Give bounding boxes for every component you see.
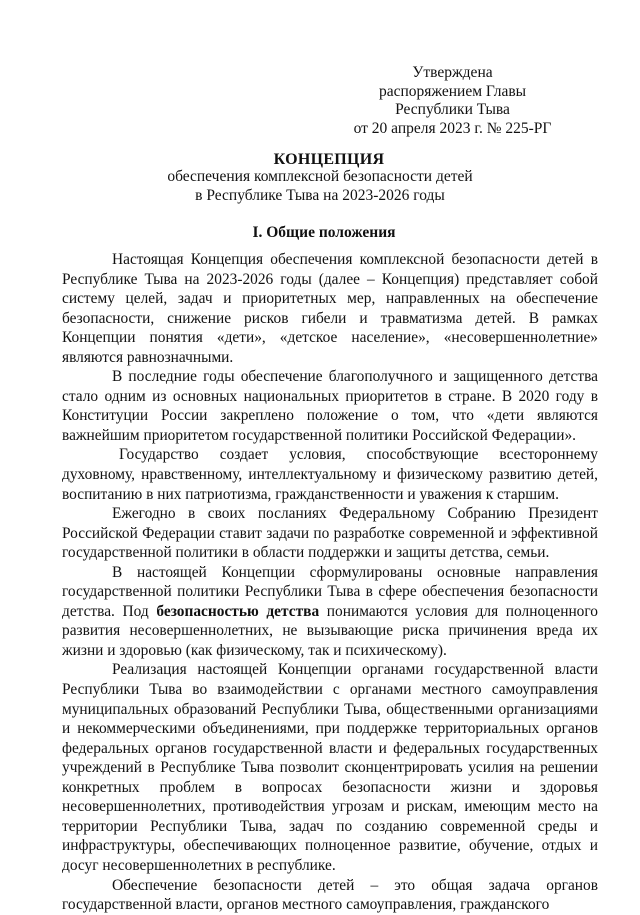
document-body: [62, 250, 598, 915]
document-subtitle: [0, 168, 640, 205]
paragraph-5-text-start: В настоящей Концепции сформулированы основные направления государственной политики Республики Тыва в сфере обеспечения безопасности детства. Под: [62, 563, 598, 620]
approval-stamp: [330, 64, 575, 138]
paragraph-5-text-end: понимаются условия для полноценного развития несовершеннолетних, не вызывающие риска причинения вреда их жизни и здоровью (как физическому, так и психическому).: [62, 602, 598, 659]
approval-line-date: от 20 апреля 2023 г. № 225-РГ: [353, 119, 552, 137]
paragraph-1: Настоящая Концепция обеспечения комплексной безопасности детей в Республике Тыва на 2023-2026 годы (далее – Концепция) представляет собой систему целей, задач и приоритетных мер, направленных на обеспечение безопасности, снижение рисков гибели и травматизма детей. В рамках Концепции понятия «дети», «детское население», «несовершеннолетние» являются равнозначными.: [62, 251, 598, 366]
subtitle-line-1: обеспечения комплексной безопасности детей: [167, 168, 473, 185]
paragraph-4: Ежегодно в своих посланиях Федеральному Собранию Президент Российской Федерации ставит задачи по разработке современной и эффективной государственной политики в области поддержки и защиты детства, семьи.: [62, 505, 598, 562]
approval-line-approved: Утверждена: [412, 64, 493, 81]
subtitle-line-2: в Республике Тыва на 2023-2026 годы: [195, 186, 445, 204]
approval-line-republic: Республики Тыва: [395, 101, 510, 118]
section-heading: I. Общие положения: [252, 224, 396, 241]
bold-term-child-safety: безопасностью детства: [156, 602, 320, 620]
document-title: КОНЦЕПЦИЯ: [273, 151, 385, 168]
paragraph-6: Реализация настоящей Концепции органами государственной власти Республики Тыва во взаимодействии с органами местного самоуправления муниципальных образований Республики Тыва, общественными организациями и некоммерческими объединениями, при поддержке территориальных органов федеральных органов государственной власти и федеральных государственных учреждений в Республике Тыва позволит сконцентрировать усилия на решении конкретных проблем в вопросах безопасности жизни и здоровья несовершеннолетних, противодействия угрозам и рискам, имеющим место на территории Республики Тыва, задач по созданию современной среды и инфраструктуры, обеспечивающих полноценное развитие, обучение, отдых и досуг несовершеннолетних в республике.: [62, 661, 598, 874]
paragraph-7: Обеспечение безопасности детей – это общая задача органов государственной власти, органов местного самоуправления, гражданского: [62, 876, 598, 914]
paragraph-5: [62, 563, 598, 661]
paragraph-3: Государство создает условия, способствующие всестороннему духовному, нравственному, интеллектуальному и физическому развитию детей, воспитанию в них патриотизма, гражданственности и уважения к старшим.: [62, 446, 598, 503]
approval-line-order: распоряжением Главы: [378, 82, 527, 100]
paragraph-2: В последние годы обеспечение благополучного и защищенного детства стало одним из основных национальных приоритетов в стране. В 2020 году в Конституции России закреплено положение о том, что «дети являются важнейшим приоритетом государственной политики Российской Федерации».: [62, 368, 598, 444]
